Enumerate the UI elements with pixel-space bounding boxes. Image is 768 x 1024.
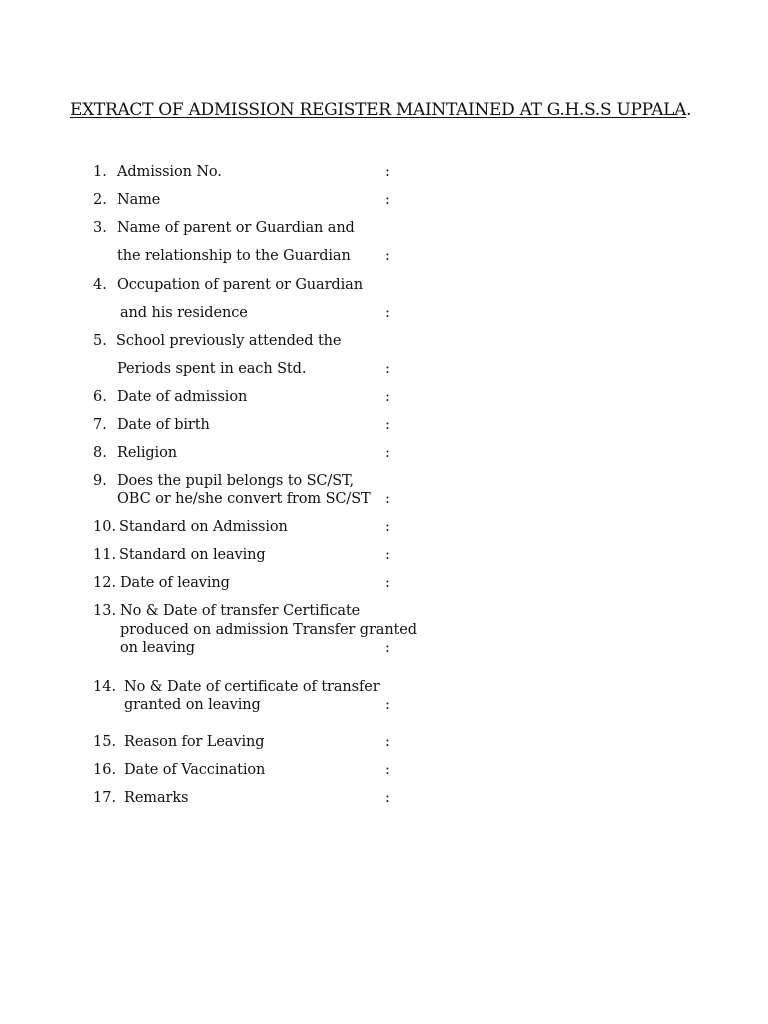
item-label-line: Date of birth — [117, 417, 210, 433]
item-number: 13. — [93, 603, 117, 619]
item-label-line: Standard on Admission — [119, 519, 288, 535]
item-colon: : — [385, 575, 390, 591]
item-label-line: and his residence — [120, 305, 248, 321]
item-number: 17. — [93, 790, 117, 806]
item-colon: : — [385, 547, 390, 563]
item-label-line: Periods spent in each Std. — [117, 361, 307, 377]
item-colon: : — [385, 697, 390, 713]
item-number: 10. — [93, 519, 117, 535]
item-number: 6. — [93, 389, 107, 405]
item-number: 11. — [93, 547, 117, 563]
item-number: 15. — [93, 734, 117, 750]
item-colon: : — [385, 305, 390, 321]
item-label-line: Does the pupil belongs to SC/ST, — [117, 473, 354, 489]
item-number: 4. — [93, 277, 107, 293]
item-colon: : — [385, 248, 390, 264]
item-label-line: Reason for Leaving — [124, 734, 265, 750]
item-label-line: Date of admission — [117, 389, 248, 405]
item-label-line: Admission No. — [117, 164, 222, 180]
item-colon: : — [385, 790, 390, 806]
item-label-line: Remarks — [124, 790, 189, 806]
title-text: EXTRACT OF ADMISSION REGISTER MAINTAINED AT G.H.S.S UPPALA — [70, 100, 687, 120]
item-number: 16. — [93, 762, 117, 778]
item-label-line: Occupation of parent or Guardian — [117, 277, 363, 293]
item-number: 3. — [93, 220, 107, 236]
item-label-line: No & Date of certificate of transfer — [124, 679, 380, 695]
item-label-line: School previously attended the — [116, 333, 342, 349]
item-label-line: Name — [117, 192, 161, 208]
item-number: 2. — [93, 192, 107, 208]
item-label-line: Religion — [117, 445, 177, 461]
item-label-line: No & Date of transfer Certificate — [120, 603, 361, 619]
item-colon: : — [385, 640, 390, 656]
item-number: 9. — [93, 473, 107, 489]
item-label-line: produced on admission Transfer granted — [120, 622, 417, 638]
item-colon: : — [385, 734, 390, 750]
item-label-line: the relationship to the Guardian — [117, 248, 351, 264]
item-number: 14. — [93, 679, 117, 695]
item-colon: : — [385, 389, 390, 405]
item-colon: : — [385, 445, 390, 461]
item-colon: : — [385, 192, 390, 208]
item-number: 12. — [93, 575, 117, 591]
item-label-line: Date of Vaccination — [124, 762, 266, 778]
item-label-line: granted on leaving — [124, 697, 261, 713]
item-colon: : — [385, 762, 390, 778]
item-number: 7. — [93, 417, 107, 433]
item-colon: : — [385, 164, 390, 180]
item-colon: : — [385, 361, 390, 377]
item-colon: : — [385, 491, 390, 507]
item-colon: : — [385, 417, 390, 433]
item-number: 8. — [93, 445, 107, 461]
item-label-line: Standard on leaving — [119, 547, 266, 563]
item-number: 1. — [93, 164, 107, 180]
item-label-line: OBC or he/she convert from SC/ST — [117, 491, 371, 507]
item-label-line: on leaving — [120, 640, 195, 656]
item-number: 5. — [93, 333, 107, 349]
title-period: . — [686, 100, 692, 120]
item-colon: : — [385, 519, 390, 535]
item-label-line: Date of leaving — [120, 575, 230, 591]
item-label-line: Name of parent or Guardian and — [117, 220, 355, 236]
